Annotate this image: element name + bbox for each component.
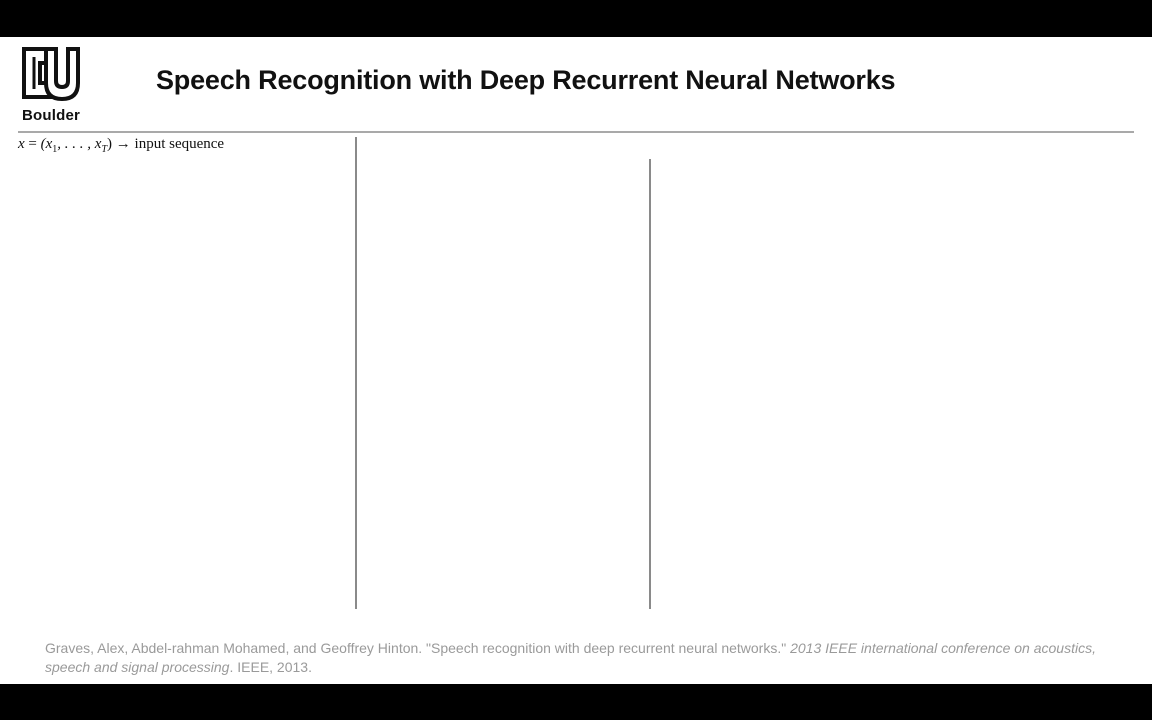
eq-sub-t: T: [101, 144, 108, 155]
eq-equals: =: [28, 136, 37, 152]
eq-seq-close: ): [107, 136, 113, 152]
eq-description: input sequence: [134, 136, 225, 152]
cu-logo-icon: [20, 43, 82, 103]
page-title: Speech Recognition with Deep Recurrent Neural Networks: [156, 65, 896, 95]
eq-arrow: →: [115, 136, 131, 152]
column-divider-left: [355, 137, 357, 609]
eq-sub-1: 1: [52, 144, 58, 155]
title-divider: [18, 131, 1134, 133]
citation-venue: 2013 IEEE international conference on acoustics, speech and signal processing: [45, 640, 1096, 675]
logo-label: Boulder: [21, 107, 81, 124]
slide: [0, 37, 1152, 684]
eq-lhs: x: [18, 136, 25, 152]
citation-authors-title: Graves, Alex, Abdel-rahman Mohamed, and Geoffrey Hinton. "Speech recognition with deep recurrent neural networks.": [45, 640, 791, 656]
column-divider-right: [649, 159, 651, 609]
eq-dots: , . . . , x: [57, 136, 102, 152]
citation: [45, 639, 1125, 677]
input-sequence-equation: [18, 136, 224, 155]
eq-seq-open: (x: [40, 136, 53, 152]
citation-publisher-year: . IEEE, 2013.: [229, 659, 312, 675]
cu-boulder-logo: [18, 43, 84, 123]
